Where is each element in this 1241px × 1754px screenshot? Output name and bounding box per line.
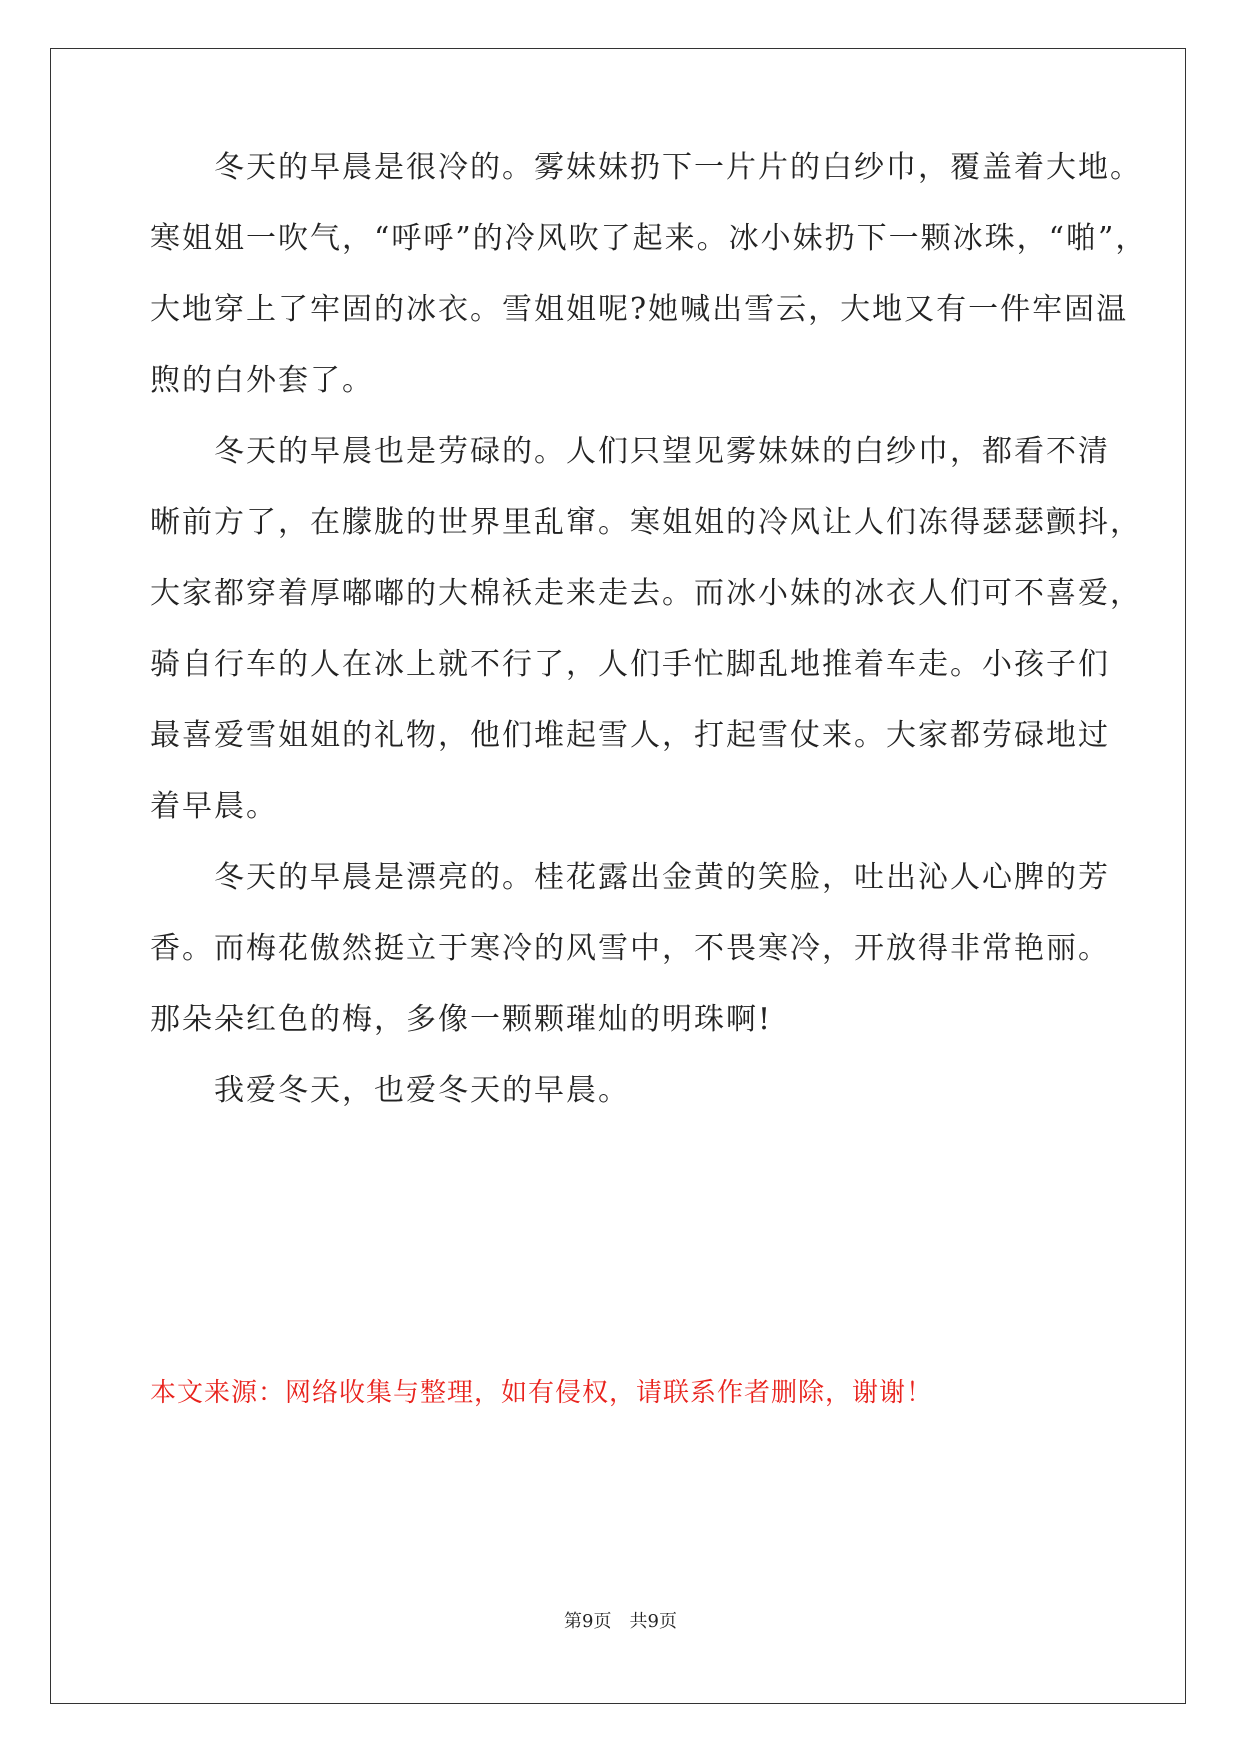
paragraph-3-line-2: 香。而梅花傲然挺立于寒冷的风雪中，不畏寒冷，开放得非常艳丽。 — [150, 931, 1110, 966]
source-note: 本文来源：网络收集与整理，如有侵权，请联系作者删除，谢谢！ — [150, 1378, 934, 1408]
paragraph-2-line-2: 晰前方了，在朦胧的世界里乱窜。寒姐姐的冷风让人们冻得瑟瑟颤抖， — [150, 505, 1142, 540]
paragraph-1-line-3: 大地穿上了牢固的冰衣。雪姐姐呢?她喊出雪云，大地又有一件牢固温 — [150, 292, 1129, 327]
paragraph-1-line-4: 煦的白外套了。 — [150, 363, 374, 398]
paragraph-2-line-6: 着早晨。 — [150, 789, 278, 824]
paragraph-2-line-3: 大家都穿着厚嘟嘟的大棉袄走来走去。而冰小妹的冰衣人们可不喜爱， — [150, 576, 1142, 611]
paragraph-3-line-1: 冬天的早晨是漂亮的。桂花露出金黄的笑脸，吐出沁人心脾的芳 — [214, 860, 1110, 895]
paragraph-1-line-2: 寒姐姐一吹气，“呼呼”的冷风吹了起来。冰小妹扔下一颗冰珠，“啪”， — [150, 221, 1148, 256]
paragraph-2-line-5: 最喜爱雪姐姐的礼物，他们堆起雪人，打起雪仗来。大家都劳碌地过 — [150, 718, 1110, 753]
page-footer — [0, 1610, 1241, 1634]
paragraph-4-line-1: 我爱冬天，也爱冬天的早晨。 — [214, 1073, 630, 1108]
paragraph-2-line-4: 骑自行车的人在冰上就不行了，人们手忙脚乱地推着车走。小孩子们 — [150, 647, 1110, 682]
page-number-total: 共9页 — [629, 1611, 677, 1632]
paragraph-3-line-3: 那朵朵红色的梅，多像一颗颗璀灿的明珠啊! — [150, 1002, 773, 1037]
paragraph-2-line-1: 冬天的早晨也是劳碌的。人们只望见雾妹妹的白纱巾，都看不清 — [214, 434, 1110, 469]
paragraph-1-line-1: 冬天的早晨是很冷的。雾妹妹扔下一片片的白纱巾，覆盖着大地。 — [214, 150, 1142, 185]
page-number-current: 第9页 — [564, 1611, 612, 1632]
